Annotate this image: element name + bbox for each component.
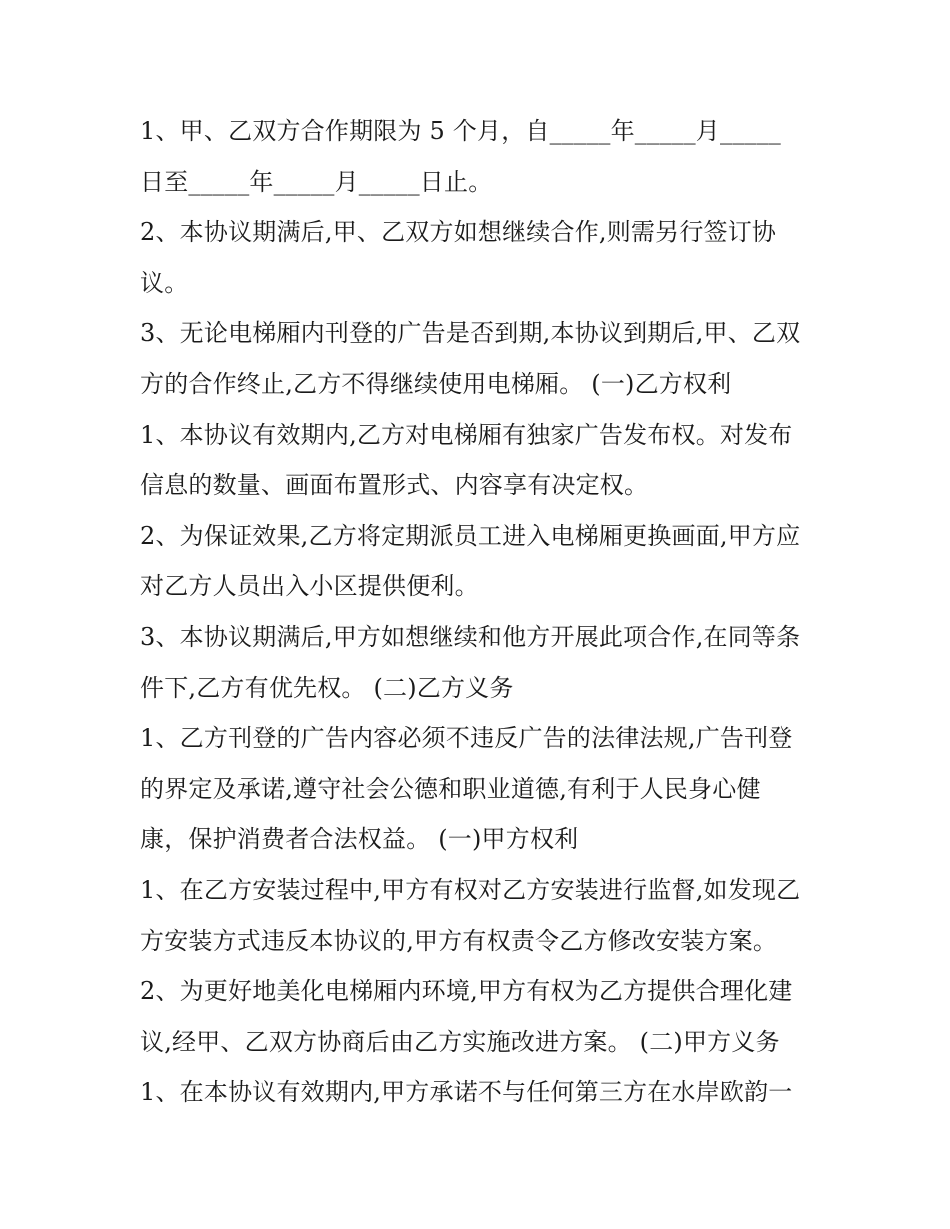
text-line: 2、本协议期满后,甲、乙双方如想继续合作,则需另行签订协 (140, 218, 777, 247)
text-line: 方的合作终止,乙方不得继续使用电梯厢。 (一)乙方权利 (140, 369, 732, 398)
text-line: 信息的数量、画面布置形式、内容享有决定权。 (140, 471, 649, 500)
text-line: 的界定及承诺,遵守社会公德和职业道德,有利于人民身心健 (140, 774, 761, 803)
text-line: 2、为保证效果,乙方将定期派员工进入电梯厢更换画面,甲方应 (140, 521, 801, 550)
text-line: 议,经甲、乙双方协商后由乙方实施改进方案。 (二)甲方义务 (140, 1027, 780, 1056)
document-body (140, 106, 820, 1118)
text-line: 3、本协议期满后,甲方如想继续和他方开展此项合作,在同等条 (140, 622, 801, 651)
text-line: 1、在本协议有效期内,甲方承诺不与任何第三方在水岸欧韵一 (140, 1078, 793, 1107)
text-line: 议。 (140, 268, 189, 297)
text-line: 日至_____年_____月_____日止。 (140, 167, 493, 196)
text-line: 1、甲、乙双方合作期限为 5 个月，自_____年_____月_____ (140, 117, 781, 145)
text-line: 3、无论电梯厢内刊登的广告是否到期,本协议到期后,甲、乙双 (140, 319, 801, 348)
text-line: 康，保护消费者合法权益。 (一)甲方权利 (140, 825, 579, 854)
text-line: 对乙方人员出入小区提供便利。 (140, 572, 479, 601)
text-line: 件下,乙方有优先权。 (二)乙方义务 (140, 673, 514, 702)
text-line: 方安装方式违反本协议的,甲方有权责令乙方修改安装方案。 (140, 926, 778, 955)
text-line: 1、乙方刊登的广告内容必须不违反广告的法律法规,广告刊登 (140, 724, 793, 753)
text-line: 2、为更好地美化电梯厢内环境,甲方有权为乙方提供合理化建 (140, 977, 793, 1006)
text-line: 1、在乙方安装过程中,甲方有权对乙方安装进行监督,如发现乙 (140, 875, 801, 904)
text-line: 1、本协议有效期内,乙方对电梯厢有独家广告发布权。对发布 (140, 420, 793, 449)
